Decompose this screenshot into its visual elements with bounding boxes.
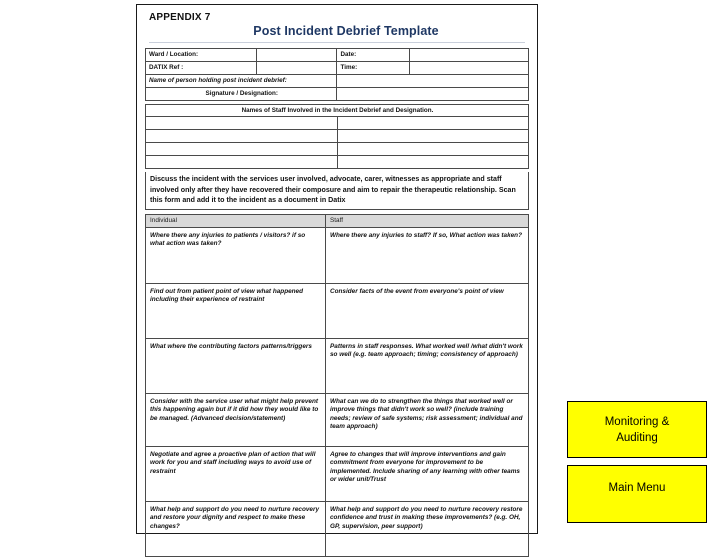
- column-header-individual: Individual: [146, 214, 326, 227]
- debrief-holder-label: Name of person holding post incident debrief:: [146, 75, 337, 88]
- time-field[interactable]: [410, 62, 529, 75]
- monitoring-and-auditing-button[interactable]: [567, 401, 707, 458]
- staff-name-field[interactable]: [146, 130, 338, 143]
- staff-name-field[interactable]: [146, 117, 338, 130]
- staff-name-field[interactable]: [146, 143, 338, 156]
- debrief-question-staff: Patterns in staff responses. What worked well /what didn't work so well (e.g. team approach; timing; consistency of approach): [326, 338, 529, 393]
- staff-designation-field[interactable]: [337, 117, 529, 130]
- signature-designation-label: Signature / Designation:: [146, 88, 337, 101]
- datix-ref-field[interactable]: [257, 62, 337, 75]
- debrief-question-individual: Negotiate and agree a proactive plan of action that will work for you and staff including ways to avoid use of restraint: [146, 446, 326, 501]
- title-divider: [149, 42, 525, 43]
- table-header-row: [146, 214, 529, 227]
- document-sheet: [136, 4, 538, 534]
- table-row: [146, 338, 529, 393]
- incident-info-table: [145, 48, 529, 101]
- main-menu-button-label: Main Menu: [608, 482, 666, 494]
- staff-designation-field[interactable]: [337, 156, 529, 169]
- debrief-question-staff: What can we do to strengthen the things that worked well or improve things that didn't work so well? (include training needs; review of safe systems; risk assessment; individual and team approach): [326, 393, 529, 446]
- table-row: [146, 49, 529, 62]
- signature-designation-field[interactable]: [337, 88, 529, 101]
- debrief-question-individual: What help and support do you need to nurture recovery and restore your dignity and respect to make these changes?: [146, 501, 326, 556]
- staff-involved-table: [145, 104, 529, 169]
- debrief-question-individual: What where the contributing factors patterns/triggers: [146, 338, 326, 393]
- column-header-staff: Staff: [326, 214, 529, 227]
- datix-ref-label: DATIX Ref :: [146, 62, 257, 75]
- staff-designation-field[interactable]: [337, 130, 529, 143]
- debrief-question-staff: Consider facts of the event from everyone's point of view: [326, 283, 529, 338]
- debrief-question-individual: Find out from patient point of view what happened including their experience of restraint: [146, 283, 326, 338]
- appendix-label: APPENDIX 7: [149, 12, 211, 23]
- staff-name-field[interactable]: [146, 156, 338, 169]
- table-row: [146, 75, 529, 88]
- monitoring-button-line1: Monitoring &: [604, 415, 670, 428]
- debrief-question-staff: What help and support do you need to nurture recovery restore confidence and trust in making these improvements? (e.g. OH, GP, supervision, peer support): [326, 501, 529, 556]
- debrief-question-individual: Consider with the service user what might help prevent this happening again but if it did how they would like to be managed. (Advanced decision/statement): [146, 393, 326, 446]
- ward-location-label: Ward / Location:: [146, 49, 257, 62]
- time-label: Time:: [337, 62, 410, 75]
- page-title: Post Incident Debrief Template: [253, 24, 439, 38]
- ward-location-field[interactable]: [257, 49, 337, 62]
- table-row: [146, 227, 529, 283]
- monitoring-button-line2: Auditing: [616, 431, 658, 444]
- date-field[interactable]: [410, 49, 529, 62]
- table-row: [146, 88, 529, 101]
- debrief-question-staff: Where there any injuries to staff? If so, What action was taken?: [326, 227, 529, 283]
- table-row: [146, 283, 529, 338]
- debrief-holder-field[interactable]: [337, 75, 529, 88]
- table-row: [146, 143, 529, 156]
- table-row: [146, 393, 529, 446]
- table-row: [146, 117, 529, 130]
- table-row: [146, 156, 529, 169]
- debrief-question-staff: Agree to changes that will improve interventions and gain commitment from everyone for improvement to be implemented. Include sharing of any learning with other teams or wider unit/Trust: [326, 446, 529, 501]
- table-row: [146, 62, 529, 75]
- debrief-question-individual: Where there any injuries to patients / visitors? if so what action was taken?: [146, 227, 326, 283]
- debrief-questions-table: [145, 214, 529, 557]
- monitoring-button-label: [605, 414, 670, 446]
- date-label: Date:: [337, 49, 410, 62]
- table-row: [146, 130, 529, 143]
- table-row: [146, 501, 529, 556]
- staff-table-header: Names of Staff Involved in the Incident Debrief and Designation.: [146, 105, 529, 117]
- main-menu-button[interactable]: [567, 465, 707, 523]
- staff-designation-field[interactable]: [337, 143, 529, 156]
- instruction-paragraph: Discuss the incident with the services user involved, advocate, carer, witnesses as appropriate and staff involved only after they have recovered their composure and aim to repair the therapeutic relationship. Scan this form and add it to the incident as a document in Datix: [145, 172, 529, 210]
- table-row: [146, 446, 529, 501]
- table-header-row: [146, 105, 529, 117]
